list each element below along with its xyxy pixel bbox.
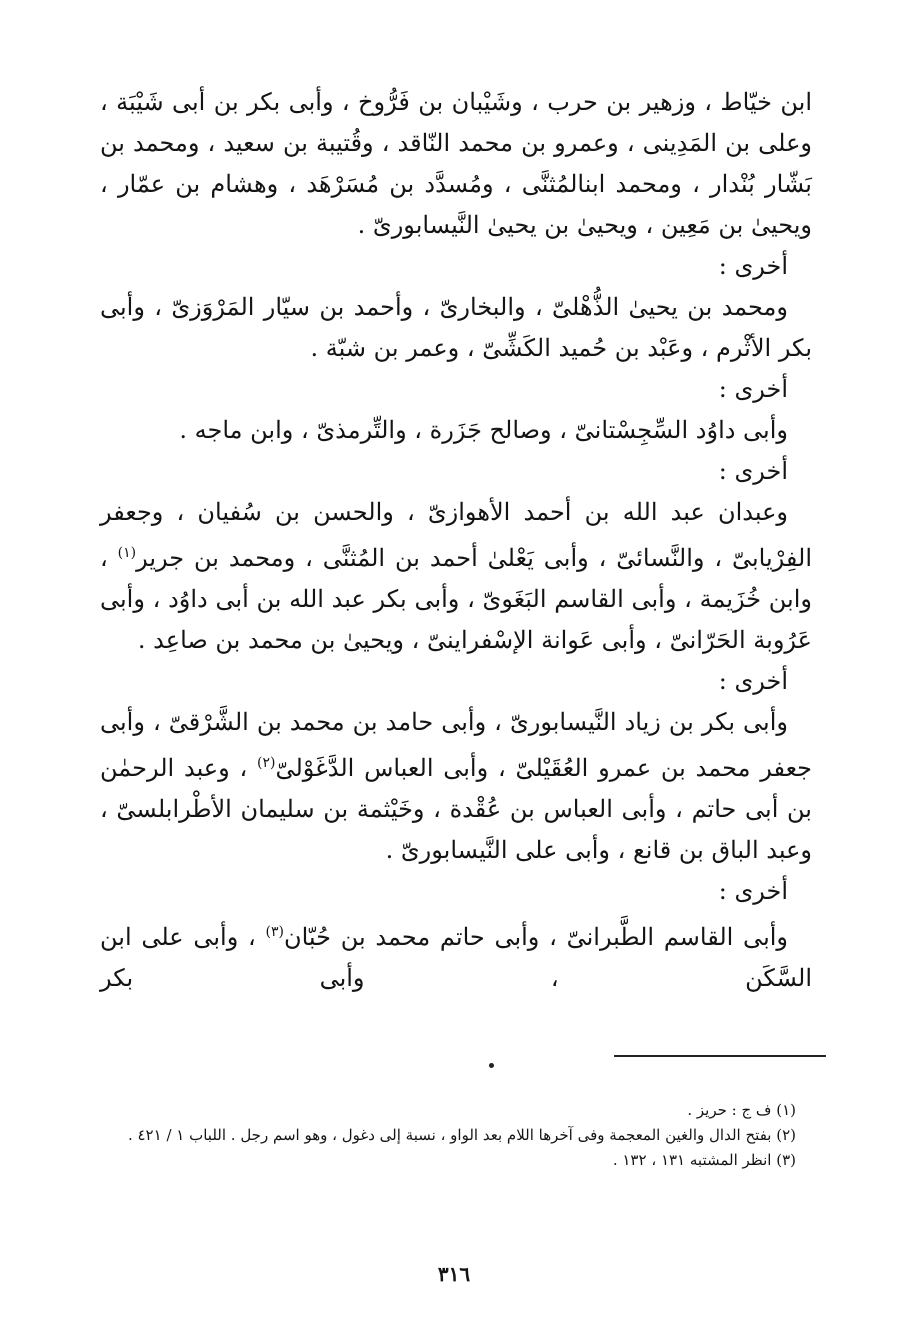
paragraph-text: ومحمد بن يحيىٰ الذُّهْلىّ ، والبخارىّ ، وأحمد بن سيّار المَرْوَزىّ ، وأبى بكر الأثْرم ، وعَبْد بن حُميد الكَشِّىّ ، وعمر بن شبّة . xyxy=(100,293,812,362)
paragraph xyxy=(100,82,812,246)
footnote-reference[interactable]: (١) xyxy=(117,545,137,561)
print-mark xyxy=(489,1063,494,1068)
footnotes xyxy=(100,1098,812,1173)
section-heading: أخرى : xyxy=(718,457,788,485)
paragraph-text: وأبى القاسم الطَّبرانىّ ، وأبى حاتم محمد بن حُبّان xyxy=(283,923,788,951)
paragraph-text: ، وعبد الرحمٰن بن أبى حاتم ، وأبى العباس بن عُقْدة ، وخَيْثمة بن سليمان الأطْرابلسىّ ، وعبد الباق بن قانع ، وأبى على النَّيسابورىّ . xyxy=(100,754,812,864)
section-heading: أخرى : xyxy=(718,375,788,403)
paragraph xyxy=(100,702,812,871)
footnote-reference[interactable]: (٢) xyxy=(257,755,276,771)
footnote: (٣) انظر المشتبه ١٣١ ، ١٣٢ . xyxy=(612,1151,796,1169)
footnote: (٢) بفتح الدال والغين المعجمة وفى آخرها اللام بعد الواو ، نسبة إلى دغول ، وهو اسم رجل . اللباب ١ / ٤٢١ . xyxy=(127,1126,796,1144)
footnote-divider xyxy=(614,1055,826,1057)
footnote-reference[interactable]: (٣) xyxy=(265,924,284,940)
page-number: ٣١٦ xyxy=(437,1262,471,1286)
paragraph xyxy=(100,492,812,661)
paragraph-text: ابن خيّاط ، وزهير بن حرب ، وشَيْبان بن فَرُّوخ ، وأبى بكر بن أبى شَيْبَة ، وعلى بن المَدِينى ، وعمرو بن محمد النّاقد ، وقُتيبة بن سعيد ، ومحمد بن بَشّار بُنْدار ، ومحمد ابنالمُثنَّى ، ومُسدَّد بن مُسَرْهَد ، وهشام بن عمّار ، ويحيىٰ بن مَعِين ، ويحيىٰ بن يحيىٰ النَّيسابورىّ . xyxy=(100,88,812,239)
paragraph-text: ، وأبى على ابن السَّكَن ، وأبى بكر xyxy=(100,923,812,992)
section-heading: أخرى : xyxy=(718,877,788,905)
paragraph-text: وأبى بكر بن زياد النَّيسابورىّ ، وأبى حامد بن محمد بن الشَّرْقىّ ، وأبى جعفر محمد بن عمرو العُقَيْلىّ ، وأبى العباس الدَّغَوْلىّ xyxy=(100,708,812,782)
section-heading: أخرى : xyxy=(718,667,788,695)
footnote: (١) ف ج : حريز . xyxy=(687,1101,796,1119)
paragraph xyxy=(100,287,812,369)
section-heading: أخرى : xyxy=(718,252,788,280)
paragraph xyxy=(100,410,812,451)
paragraph-text: وعبدان عبد الله بن أحمد الأهوازىّ ، والحسن بن سُفيان ، وجعفر الفِرْيابىّ ، والنَّسائىّ ، وأبى يَعْلىٰ أحمد بن المُثنَّى ، ومحمد بن جرير xyxy=(100,498,813,572)
main-text xyxy=(100,82,812,999)
paragraph-text: ، وابن خُزَيمة ، وأبى القاسم البَغَوىّ ، وأبى بكر عبد الله بن أبى داوُد ، وأبى عَرُوبة الحَرّانىّ ، وأبى عَوانة الإسْفراينىّ ، ويحيىٰ بن محمد بن صاعِد . xyxy=(100,544,812,654)
paragraph-text: وأبى داوُد السِّجِسْتانىّ ، وصالح جَزَرة ، والتِّرمذىّ ، وابن ماجه . xyxy=(179,416,788,444)
paragraph xyxy=(100,912,812,999)
